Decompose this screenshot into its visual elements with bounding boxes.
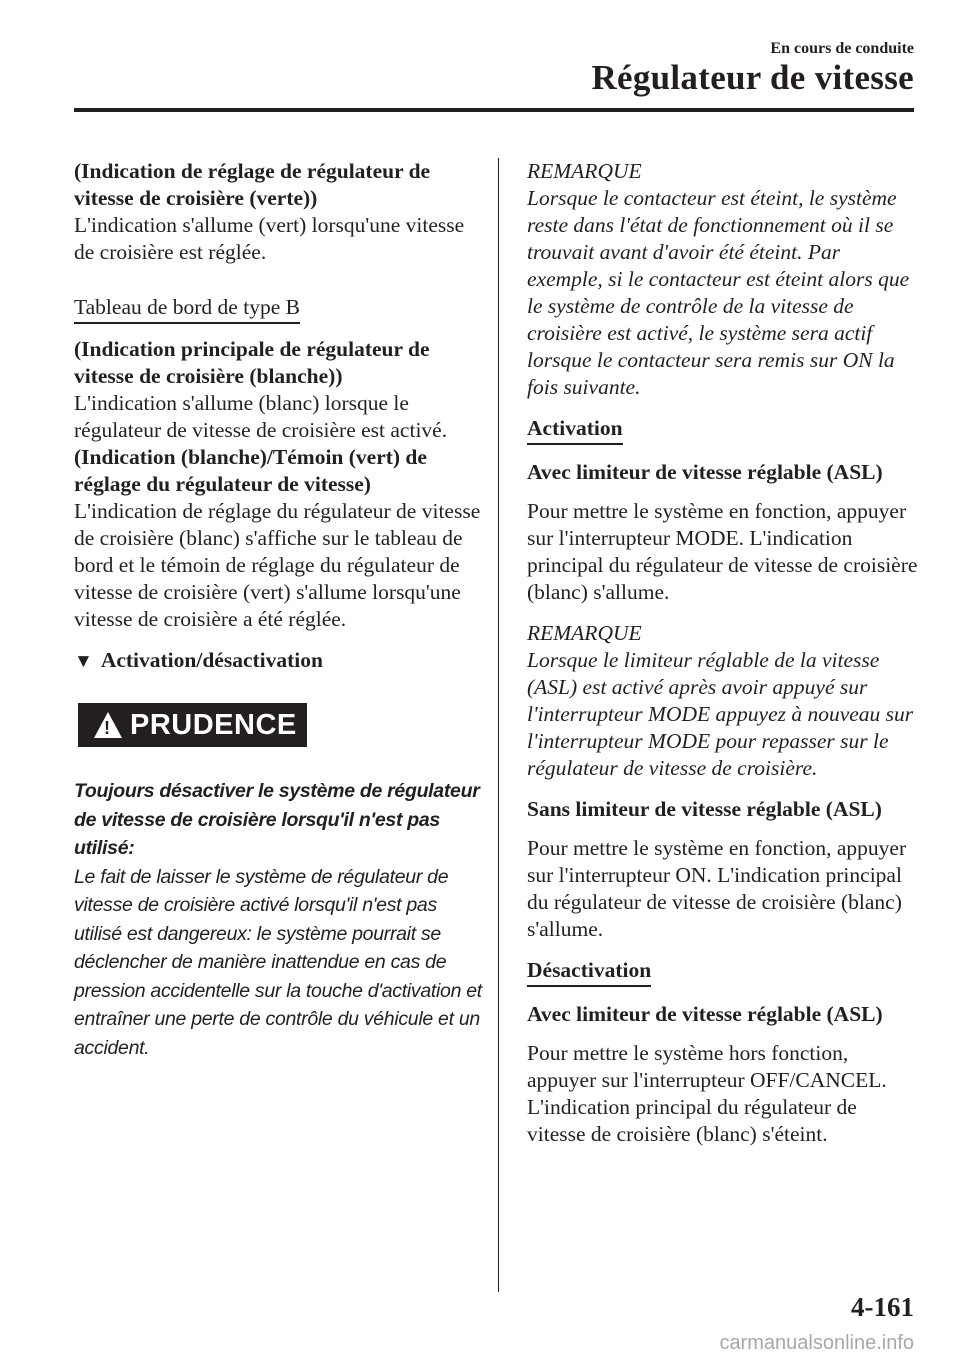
heading-asl-2: Sans limiteur de vitesse réglable (ASL) (527, 797, 882, 821)
remarque-2-text: Lorsque le limiteur réglable de la vitesse (ASL) est activé après avoir appuyé sur l'interrupteur MODE appuyez à nouveau sur l'interrupteur MODE pour repasser sur le régulateur de vitesse de croisière. (527, 648, 914, 780)
right-column (527, 158, 919, 1148)
heading-asl-1: Avec limiteur de vitesse réglable (ASL) (527, 460, 883, 484)
paragraph-indication-principale: L'indication s'allume (blanc) lorsque le régulateur de vitesse de croisière est activé. (74, 391, 448, 442)
remarque-2-title: REMARQUE (527, 621, 642, 645)
heading-indication-verte: (Indication de réglage de régulateur de vitesse de croisière (verte)) (74, 159, 431, 210)
section-heading-activation-desactivation (74, 647, 484, 675)
remarque-1-title: REMARQUE (527, 159, 642, 183)
remarque-1-text: Lorsque le contacteur est éteint, le système reste dans l'état de fonctionnement où il se trouvait avant d'avoir été éteint. Par exemple, si le contacteur est éteint alors que le système de contrôle de la vitesse de croisière est activé, le système sera actif lorsque le contacteur sera remis sur ON la fois suivante. (527, 186, 910, 399)
subhead-tableau-type-b: Tableau de bord de type B (74, 294, 300, 324)
left-column (74, 158, 484, 1062)
heading-indication-temoin: (Indication (blanche)/Témoin (vert) de réglage du régulateur de vitesse) (74, 445, 427, 496)
prudence-badge (78, 703, 307, 747)
paragraph-asl-3: Pour mettre le système hors fonction, appuyer sur l'interrupteur OFF/CANCEL. L'indication principal du régulateur de vitesse de croisière (blanc) s'éteint. (527, 1041, 887, 1146)
paragraph-asl-2: Pour mettre le système en fonction, appuyer sur l'interrupteur ON. L'indication principal du régulateur de vitesse de croisière (blanc) s'allume. (527, 836, 907, 941)
column-divider (498, 158, 499, 1292)
caution-text: Le fait de laisser le système de régulateur de vitesse de croisière activé lorsqu'il n'est pas utilisé est dangereux: le système pourrait se déclencher de manière inattendue en cas de pression accidentelle sur la touche d'activation et entraîner une perte de contrôle du véhicule et un accident. (74, 865, 482, 1059)
triangle-down-icon: ▼ (74, 651, 93, 672)
subhead-desactivation: Désactivation (527, 957, 651, 987)
header-rule (74, 108, 914, 112)
paragraph-indication-temoin: L'indication de réglage du régulateur de vitesse de croisière (blanc) s'affiche sur le tableau de bord et le témoin de réglage du régulateur de vitesse de croisière (vert) s'allume lorsqu'une vitesse de croisière a été réglée. (74, 499, 481, 631)
heading-asl-3: Avec limiteur de vitesse réglable (ASL) (527, 1002, 883, 1026)
section-heading-label: Activation/désactivation (100, 648, 323, 672)
warning-triangle-icon: ! (94, 712, 122, 738)
subhead-activation: Activation (527, 415, 623, 445)
paragraph-indication-verte: L'indication s'allume (vert) lorsqu'une vitesse de croisière est réglée. (74, 213, 465, 264)
caution-block (74, 777, 484, 1062)
prudence-label: PRUDENCE (130, 708, 297, 741)
page-title: Régulateur de vitesse (591, 58, 914, 97)
caution-bold: Toujours désactiver le système de régulateur de vitesse de croisière lorsqu'il n'est pas utilisé: (74, 780, 480, 859)
section-name: En cours de conduite (770, 40, 914, 57)
footer-watermark[interactable]: carmanualsonline.info (719, 1332, 914, 1354)
page-number: 4-161 (851, 1292, 914, 1322)
heading-indication-principale: (Indication principale de régulateur de vitesse de croisière (blanche)) (74, 337, 430, 388)
paragraph-asl-1: Pour mettre le système en fonction, appuyer sur l'interrupteur MODE. L'indication principal du régulateur de vitesse de croisière (blanc) s'allume. (527, 499, 918, 604)
